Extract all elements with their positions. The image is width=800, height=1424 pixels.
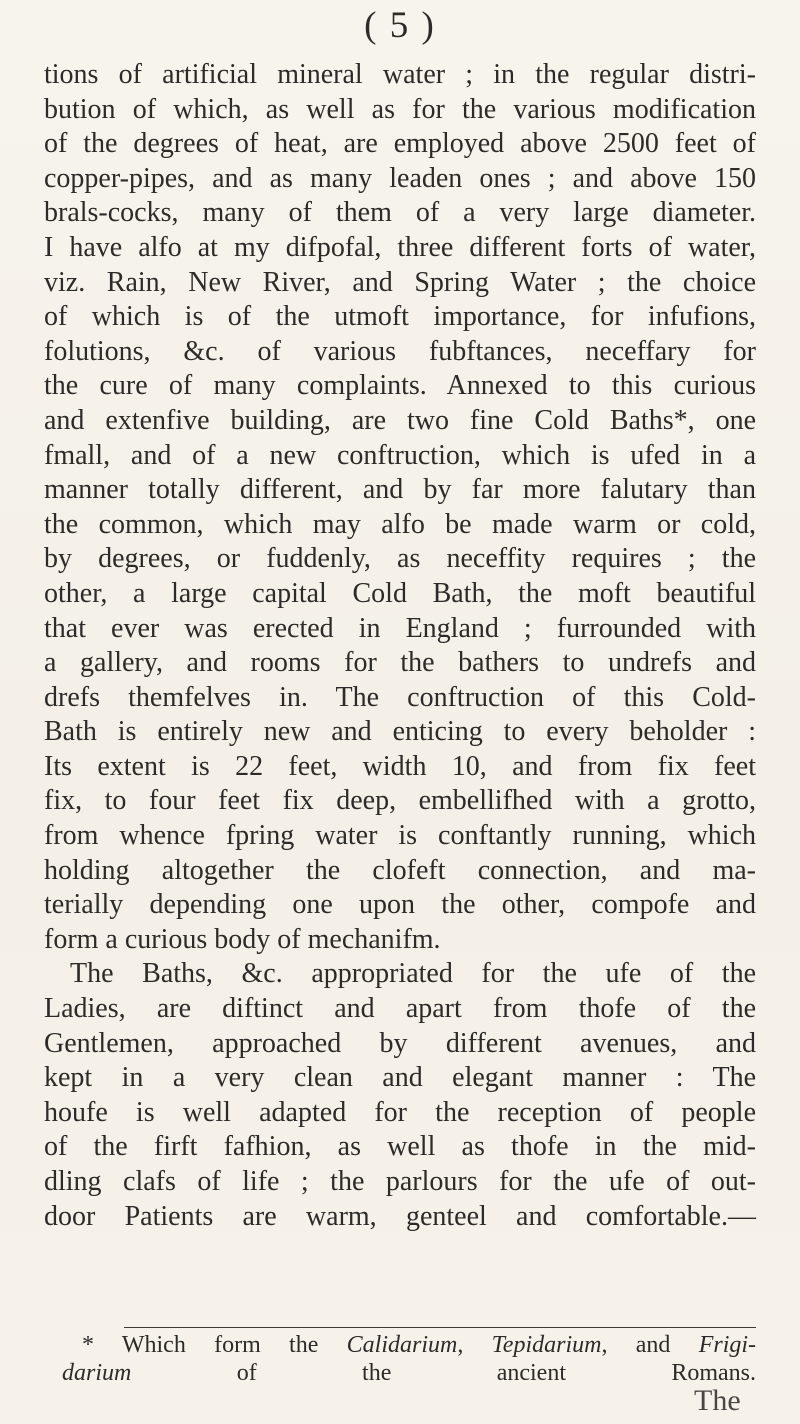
text-line: I have alfo at my difpofal, three different forts of water, (44, 231, 756, 263)
footnote-term-frigidarium-end: darium (62, 1360, 132, 1386)
text-line: door Patients are warm, genteel and comfortable.— (44, 1200, 756, 1232)
text-line: of which is of the utmoft importance, for infufions, (44, 301, 756, 333)
text-line: of the firft fafhion, as well as thofe in the mid- (44, 1131, 756, 1163)
text-line: form a curious body of mechanifm. (44, 923, 441, 955)
text-line: Bath is entirely new and enticing to every beholder : (44, 716, 756, 748)
text-line: fmall, and of a new conftruction, which is ufed in a (44, 439, 756, 471)
text-line: other, a large capital Cold Bath, the moft beautiful (44, 577, 756, 609)
footnote-rule (124, 1327, 756, 1328)
text-line: drefs themfelves in. The conftruction of this Cold- (44, 681, 756, 713)
text-line: and extenfive building, are two fine Cold Baths*, one (44, 404, 756, 436)
text-line: from whence fpring water is conftantly running, which (44, 820, 756, 852)
text-line: kept in a very clean and elegant manner : The (44, 1062, 756, 1094)
footnote-term-tepidarium: Tepidarium (491, 1332, 602, 1358)
text-line: folutions, &c. of various fubftances, neceffary for (44, 335, 756, 367)
text-line: the cure of many complaints. Annexed to this curious (44, 370, 756, 402)
text-line: houfe is well adapted for the reception of people (44, 1096, 756, 1128)
footnote-text: , (457, 1332, 492, 1358)
footnote-text: of the ancient Romans. (131, 1360, 756, 1386)
text-line: holding altogether the clofeft connection, and ma- (44, 854, 756, 886)
footnote-text: , and (601, 1332, 699, 1358)
body-text (44, 58, 756, 1234)
text-line: the common, which may alfo be made warm or cold, (44, 508, 756, 540)
text-line: terially depending one upon the other, compofe and (44, 889, 756, 921)
text-line: brals-cocks, many of them of a very large diameter. (44, 197, 756, 229)
catchword: The (694, 1384, 741, 1417)
text-line: bution of which, as well as for the various modification (44, 93, 756, 125)
text-line: viz. Rain, New River, and Spring Water ; the choice (44, 266, 756, 298)
footnote-line (62, 1359, 756, 1387)
text-line: Gentlemen, approached by different avenues, and (44, 1027, 756, 1059)
text-line: that ever was erected in England ; furrounded with (44, 612, 756, 644)
text-line: tions of artificial mineral water ; in the regular distri- (44, 59, 756, 90)
page-number: ( 5 ) (364, 5, 436, 46)
text-line: by degrees, or fuddenly, as neceffity requires ; the (44, 543, 756, 575)
footnote (62, 1331, 756, 1387)
text-line: fix, to four feet fix deep, embellifhed with a grotto, (44, 785, 756, 817)
footnote-line (62, 1331, 756, 1359)
text-line: copper-pipes, and as many leaden ones ; and above 150 (44, 162, 756, 194)
text-line: Its extent is 22 feet, width 10, and from fix feet (44, 750, 756, 782)
footnote-term-calidarium: Calidarium (346, 1332, 458, 1358)
text-line: a gallery, and rooms for the bathers to undrefs and (44, 647, 756, 679)
text-line: of the degrees of heat, are employed above 2500 feet of (44, 128, 756, 160)
text-line: manner totally different, and by far more falutary than (44, 474, 756, 506)
text-line: Ladies, are diftinct and apart from thofe of the (44, 993, 756, 1025)
text-line: The Baths, &c. appropriated for the ufe of the (70, 958, 756, 990)
footnote-text: * Which form the (82, 1332, 347, 1358)
footnote-term-frigidarium: Frigi- (698, 1332, 757, 1358)
text-line: dling clafs of life ; the parlours for the ufe of out- (44, 1166, 756, 1197)
